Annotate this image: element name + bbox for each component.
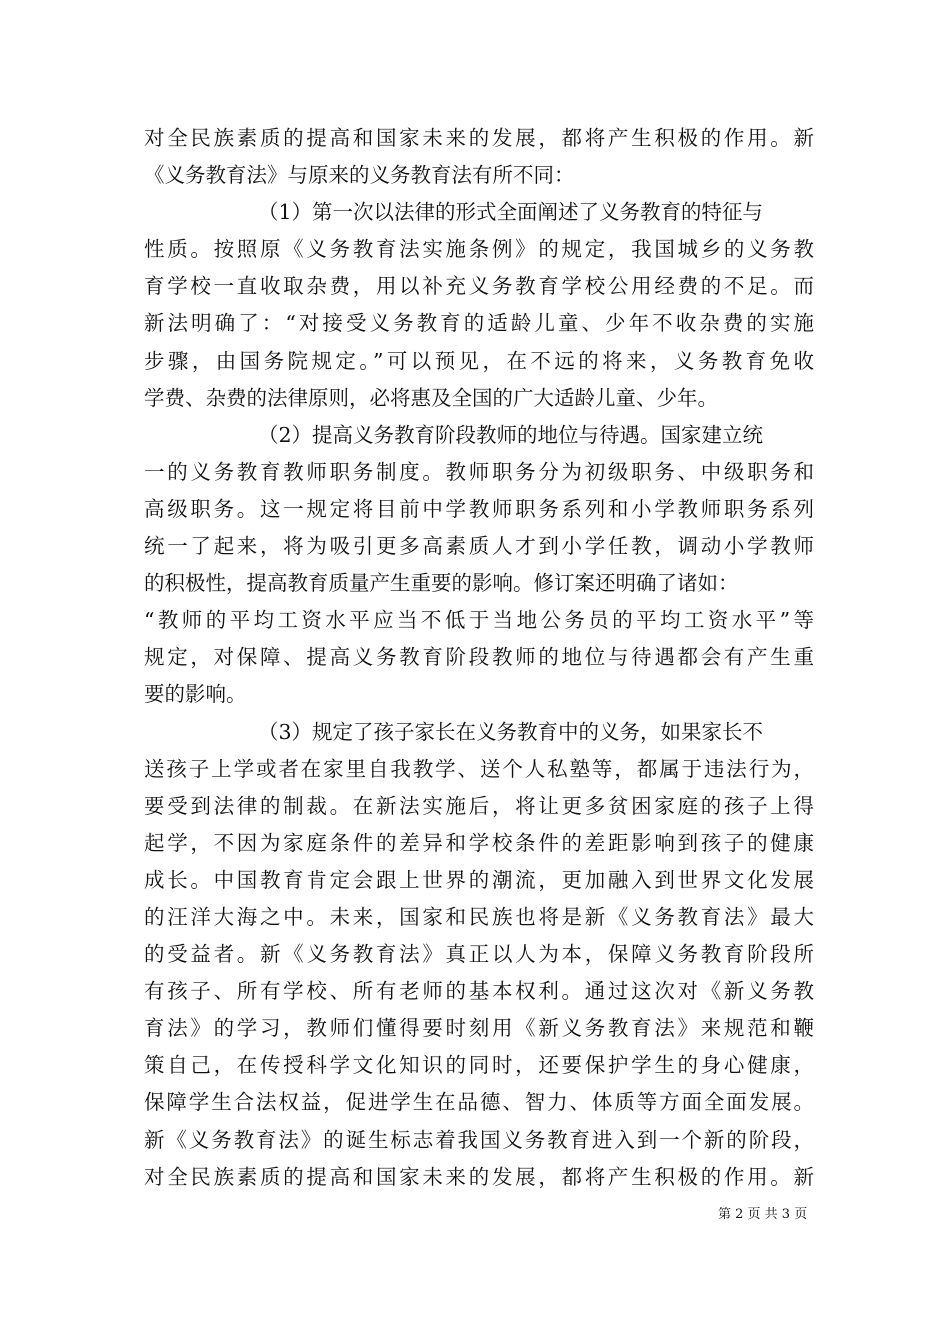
- text-line: 要受到法律的制裁。在新法实施后，将让更多贫困家庭的孩子上得: [144, 793, 814, 818]
- text-line: 对全民族素质的提高和国家未来的发展，都将产生积极的作用。新: [144, 126, 814, 150]
- text-line: “教师的平均工资水平应当不低于当地公务员的平均工资水平”等: [144, 608, 814, 633]
- text-line: 规定，对保障、提高义务教育阶段教师的地位与待遇都会有产生重: [144, 645, 814, 670]
- text-line: 步骤，由国务院规定。”可以预见，在不远的将来，义务教育免收: [144, 348, 814, 373]
- text-line: 学费、杂费的法律原则，必将惠及全国的广大适龄儿童、少年。: [144, 385, 718, 410]
- text-line: 有孩子、所有学校、所有老师的基本权利。通过这次对《新义务教: [144, 979, 814, 1004]
- text-line: 性质。按照原《义务教育法实施条例》的规定，我国城乡的义务教: [144, 237, 814, 262]
- text-line: 策自己，在传授科学文化知识的同时，还要保护学生的身心健康，: [144, 1053, 814, 1078]
- text-line: 起学，不因为家庭条件的差异和学校条件的差距影响到孩子的健康: [144, 830, 814, 855]
- page-number-footer: 第 2 页 共 3 页: [718, 1207, 808, 1222]
- text-line: 保障学生合法权益，促进学生在品德、智力、体质等方面全面发展。: [144, 1090, 814, 1115]
- text-line: 送孩子上学或者在家里自我教学、送个人私塾等，都属于违法行为，: [144, 756, 814, 781]
- text-line: 新法明确了：“对接受义务教育的适龄儿童、少年不收杂费的实施: [144, 311, 814, 336]
- text-line-paragraph-start: （3）规定了孩子家长在义务教育中的义务，如果家长不: [258, 719, 764, 744]
- text-line: 《义务教育法》与原来的义务教育法有所不同：: [144, 163, 575, 188]
- text-line: 育学校一直收取杂费，用以补充义务教育学校公用经费的不足。而: [144, 274, 814, 299]
- document-body: [144, 120, 814, 1196]
- text-line: 一的义务教育教师职务制度。教师职务分为初级职务、中级职务和: [144, 459, 814, 484]
- text-line-paragraph-start: （2）提高义务教育阶段教师的地位与待遇。国家建立统: [258, 422, 764, 447]
- text-line: 的积极性，提高教育质量产生重要的影响。修订案还明确了诸如：: [144, 571, 739, 596]
- text-line: 要的影响。: [144, 682, 247, 707]
- text-line: 成长。中国教育肯定会跟上世界的潮流，更加融入到世界文化发展: [144, 867, 814, 892]
- text-line: 高级职务。这一规定将目前中学教师职务系列和小学教师职务系列: [144, 496, 814, 521]
- text-line: 统一了起来，将为吸引更多高素质人才到小学任教，调动小学教师: [144, 534, 814, 559]
- text-line-paragraph-start: （1）第一次以法律的形式全面阐述了义务教育的特征与: [258, 200, 764, 225]
- text-line: 的汪洋大海之中。未来，国家和民族也将是新《义务教育法》最大: [144, 904, 814, 929]
- text-line: 新《义务教育法》的诞生标志着我国义务教育进入到一个新的阶段，: [144, 1127, 814, 1152]
- text-line: 对全民族素质的提高和国家未来的发展，都将产生积极的作用。新: [144, 1164, 814, 1189]
- text-line: 的受益者。新《义务教育法》真正以人为本，保障义务教育阶段所: [144, 942, 814, 967]
- text-line: 育法》的学习，教师们懂得要时刻用《新义务教育法》来规范和鞭: [144, 1016, 814, 1041]
